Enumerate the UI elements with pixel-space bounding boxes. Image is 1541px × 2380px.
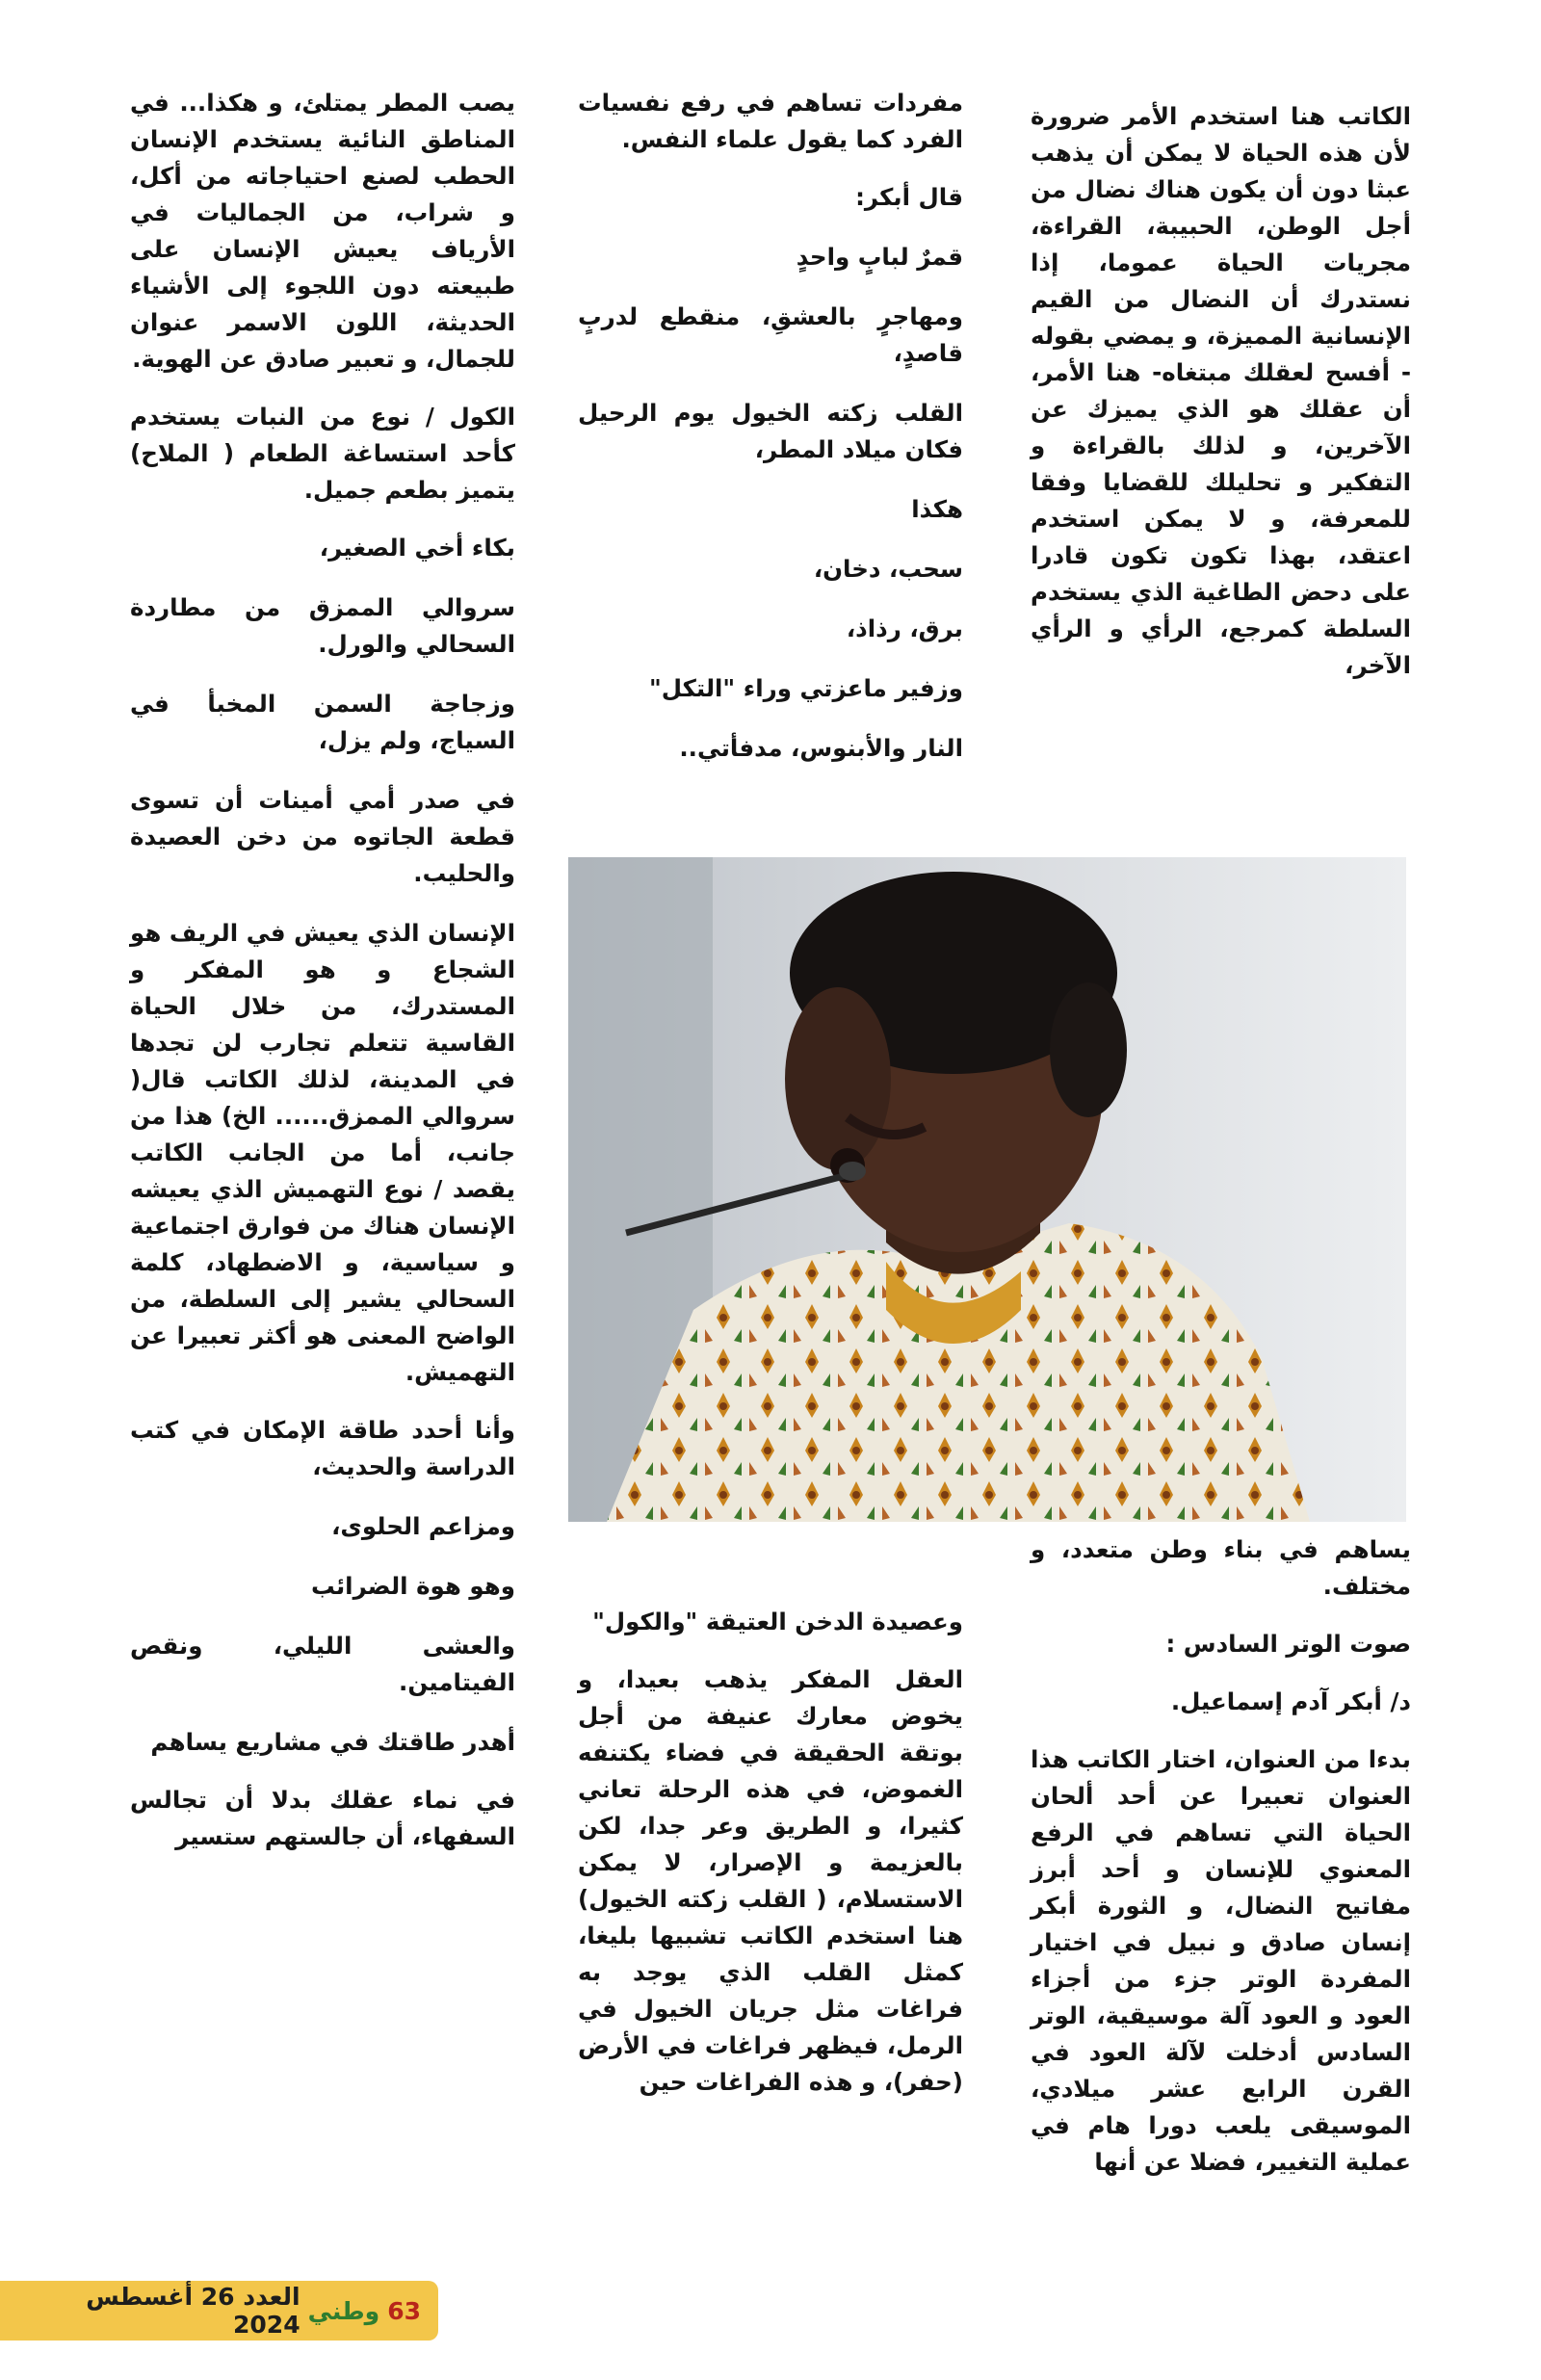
article-column-middle-bottom	[578, 1604, 963, 2122]
poem-line: والعشى الليلي، ونقص الفيتامين.	[130, 1632, 515, 1696]
poem-line: قمرٌ لبابٍ واحدٍ	[796, 243, 963, 271]
article-column-right-bottom	[1031, 1531, 1411, 2202]
page-footer	[0, 2281, 438, 2341]
poem-line: وزجاجة السمن المخبأ في السياج، ولم يزل،	[130, 690, 515, 754]
poem-line: في صدر أمي أمينات أن تسوى قطعة الجاتوه من دخن العصيدة والحليب.	[130, 786, 515, 887]
poem-line: برق، رذاذ،	[846, 615, 963, 642]
author-line: د/ أبكر آدم إسماعيل.	[1170, 1687, 1411, 1715]
poem-line: النار والأبنوس، مدفأتي..	[679, 734, 963, 762]
page-number: 63	[387, 2296, 421, 2325]
poem-line: سروالي الممزق من مطاردة السحالي والورل.	[130, 593, 515, 658]
poem-line: وأنا أحدد طاقة الإمكان في كتب الدراسة والحديث،	[130, 1416, 515, 1480]
article-column-middle-top	[578, 85, 963, 790]
poem-line: قال أبكر:	[855, 183, 963, 211]
paragraph: مفردات تساهم في رفع نفسيات الفرد كما يقول علماء النفس.	[578, 89, 963, 153]
author-photo	[568, 857, 1406, 1522]
article-column-left	[130, 85, 515, 1876]
article-column-right-top	[1031, 98, 1411, 705]
poem-line: سحب، دخان،	[813, 555, 963, 583]
paragraph: الكول / نوع من النبات يستخدم كأحد استساغة الطعام ( الملاح) يتميز بطعم جميل.	[130, 403, 515, 504]
poem-line: وهو هوة الضرائب	[311, 1572, 515, 1600]
paragraph: في نماء عقلك بدلا أن تجالس السفهاء، أن جالستهم ستسير	[130, 1786, 515, 1850]
paragraph: يساهم في بناء وطن متعدد، و مختلف.	[1031, 1535, 1411, 1600]
poem-line: وعصيدة الدخن العتيقة "والكول"	[592, 1608, 963, 1635]
section-title: صوت الوتر السادس :	[1165, 1630, 1411, 1658]
poem-line: ومزاعم الحلوى،	[331, 1512, 515, 1540]
paragraph: بدءا من العنوان، اختار الكاتب هذا العنوان تعبيرا عن أحد ألحان الحياة التي تساهم في الرفع المعنوي للإنسان و أحد أبرز مفاتيح النضال، و الثورة أبكر إنسان صادق و نبيل في اختيار المفردة الوتر جزء من أجزاء العود و العود آلة موسيقية، الوتر السادس أدخلت لآلة العود في القرن الرابع عشر ميلادي، الموسيقى يلعب دورا هام في عملية التغيير، فضلا عن أنها	[1031, 1745, 1411, 2176]
paragraph: أهدر طاقتك في مشاريع يساهم	[150, 1728, 515, 1756]
poem-line: القلب زكته الخيول يوم الرحيل فكان ميلاد المطر،	[578, 399, 963, 463]
issue-info: العدد 26 أغسطس 2024	[86, 2283, 300, 2339]
paragraph: الإنسان الذي يعيش في الريف هو الشجاع و هو المفكر و المستدرك، من خلال الحياة القاسية تتعلم تجارب لن تجدها في المدينة، لذلك الكاتب قال( سروالي الممزق...... الخ) هذا من جانب، أما من الجانب الكاتب يقصد / نوع التهميش الذي يعيشه الإنسان هناك من فوارق اجتماعية و سياسية، و الاضطهاد، كلمة السحالي يشير إلى السلطة، من الواضح المعنى هو أكثر تعبيرا عن التهميش.	[130, 919, 515, 1386]
paragraph: الكاتب هنا استخدم الأمر ضرورة لأن هذه الحياة لا يمكن أن يذهب عبثا دون أن يكون هناك نضال من أجل الوطن، الحبيبة، القراءة، مجريات الحياة عموما، إذا نستدرك أن النضال من القيم الإنسانية المميزة، و يمضي بقوله - أفسح لعقلك مبتغاه- هنا الأمر، أن عقلك هو الذي يميزك عن الآخرين، و لذلك بالقراءة و التفكير و تحليلك للقضايا وفقا للمعرفة، و لا يمكن استخدم اعتقد، بهذا تكون تكون قادرا على دحض الطاغية الذي يستخدم السلطة كمرجع، الرأي و الرأي الآخر،	[1031, 102, 1411, 679]
paragraph: يصب المطر يمتلئ، و هكذا... في المناطق النائية يستخدم الإنسان الحطب لصنع احتياجاته من أكل، و شراب، من الجماليات في الأرياف يعيش الإنسان على طبيعته دون اللجوء إلى الأشياء الحديثة، اللون الاسمر عنوان للجمال، و تعبير صادق عن الهوية.	[130, 89, 515, 373]
magazine-name: وطني	[307, 2296, 380, 2325]
paragraph: العقل المفكر يذهب بعيدا، و يخوض معارك عنيفة من أجل بوتقة الحقيقة في فضاء يكتنفه الغموض، في هذه الرحلة تعاني كثيرا، و الطريق وعر جدا، لكن بالعزيمة و الإصرار، لا يمكن الاستسلام، ( القلب زكته الخيول) هنا استخدم الكاتب تشبيها بليغا، كمثل القلب الذي يوجد به فراغات مثل جريان الخيول في الرمل، فيظهر فراغات في الأرض (حفر)، و هذه الفراغات حين	[578, 1665, 963, 2096]
poem-line: هكذا	[911, 495, 963, 523]
poem-line: ومهاجرٍ بالعشقِ، منقطع لدربٍ قاصدٍ،	[578, 302, 963, 367]
poem-line: وزفير ماعزتي وراء "التكل"	[648, 674, 963, 702]
poem-line: بكاء أخي الصغير،	[319, 534, 515, 562]
